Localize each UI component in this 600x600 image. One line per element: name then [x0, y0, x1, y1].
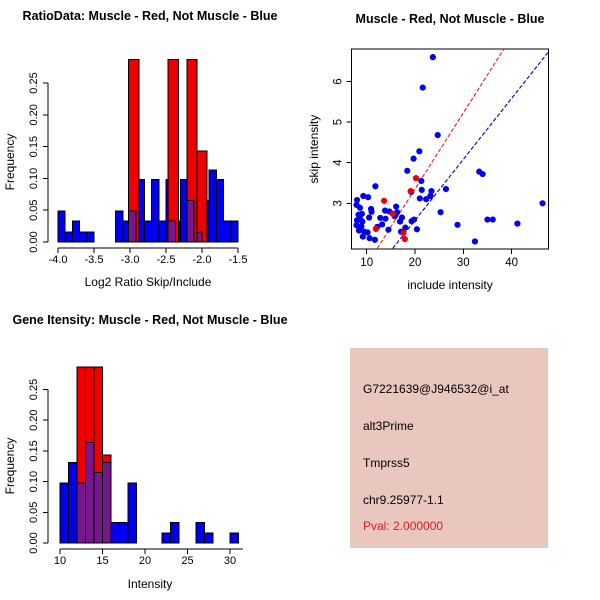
- splice-type-text: alt3Prime: [363, 419, 414, 433]
- svg-text:20: 20: [408, 257, 422, 270]
- svg-text:0.10: 0.10: [28, 167, 40, 190]
- pval-text: Pval: 2.000000: [363, 519, 444, 533]
- svg-text:0.10: 0.10: [28, 470, 40, 493]
- svg-text:0.00: 0.00: [28, 532, 40, 554]
- probe-id-text: G7221639@J946532@i_at: [363, 382, 509, 396]
- svg-text:-4.0: -4.0: [48, 254, 68, 266]
- panel-gene-intensity-histogram: [0, 300, 300, 600]
- svg-text:4: 4: [332, 159, 345, 166]
- svg-text:Intensity: Intensity: [127, 577, 173, 591]
- svg-text:-1.5: -1.5: [228, 254, 248, 266]
- svg-text:0.20: 0.20: [28, 409, 40, 431]
- svg-text:40: 40: [505, 257, 518, 270]
- svg-text:Frequency: Frequency: [3, 437, 17, 495]
- scatter-plot: [300, 0, 600, 300]
- svg-text:0.15: 0.15: [28, 135, 40, 158]
- svg-text:0.05: 0.05: [28, 199, 40, 221]
- svg-text:6: 6: [332, 78, 345, 85]
- svg-text:0.25: 0.25: [28, 378, 40, 401]
- svg-text:0.15: 0.15: [28, 440, 40, 462]
- svg-text:5: 5: [332, 118, 345, 126]
- panel-ratio-histogram: [0, 0, 300, 300]
- svg-text:0.05: 0.05: [28, 501, 40, 524]
- panel-scatter: [300, 0, 600, 300]
- svg-text:10: 10: [360, 257, 374, 270]
- gene-intensity-histogram-title: Gene Itensity: Muscle - Red, Not Muscle - Blue: [12, 313, 288, 327]
- gene-name-text: Tmprss5: [363, 456, 410, 470]
- info-box: [350, 348, 548, 548]
- svg-text:20: 20: [138, 555, 152, 567]
- svg-text:-3.0: -3.0: [120, 254, 140, 266]
- location-text: chr9.25977-1.1: [363, 493, 444, 507]
- svg-text:-2.0: -2.0: [192, 254, 212, 266]
- svg-text:10: 10: [53, 555, 67, 567]
- svg-text:0.25: 0.25: [28, 72, 40, 94]
- ratio-histogram-plot: [0, 0, 300, 300]
- svg-text:0.00: 0.00: [28, 231, 40, 253]
- svg-text:0.20: 0.20: [28, 104, 40, 126]
- svg-text:Frequency: Frequency: [3, 133, 17, 191]
- svg-text:25: 25: [181, 555, 194, 567]
- svg-text:-2.5: -2.5: [156, 254, 176, 266]
- svg-text:15: 15: [96, 555, 109, 567]
- svg-text:3: 3: [332, 200, 345, 207]
- svg-text:Log2 Ratio Skip/Include: Log2 Ratio Skip/Include: [84, 275, 212, 289]
- svg-text:30: 30: [456, 257, 470, 270]
- svg-text:-3.5: -3.5: [84, 254, 104, 266]
- svg-text:include intensity: include intensity: [407, 278, 493, 293]
- svg-text:30: 30: [223, 555, 237, 567]
- scatter-title: Muscle - Red, Not Muscle - Blue: [355, 12, 545, 26]
- svg-text:skip intensity: skip intensity: [307, 114, 321, 184]
- ratio-histogram-title: RatioData: Muscle - Red, Not Muscle - Blue: [22, 9, 278, 23]
- gene-intensity-histogram-plot: [0, 300, 300, 600]
